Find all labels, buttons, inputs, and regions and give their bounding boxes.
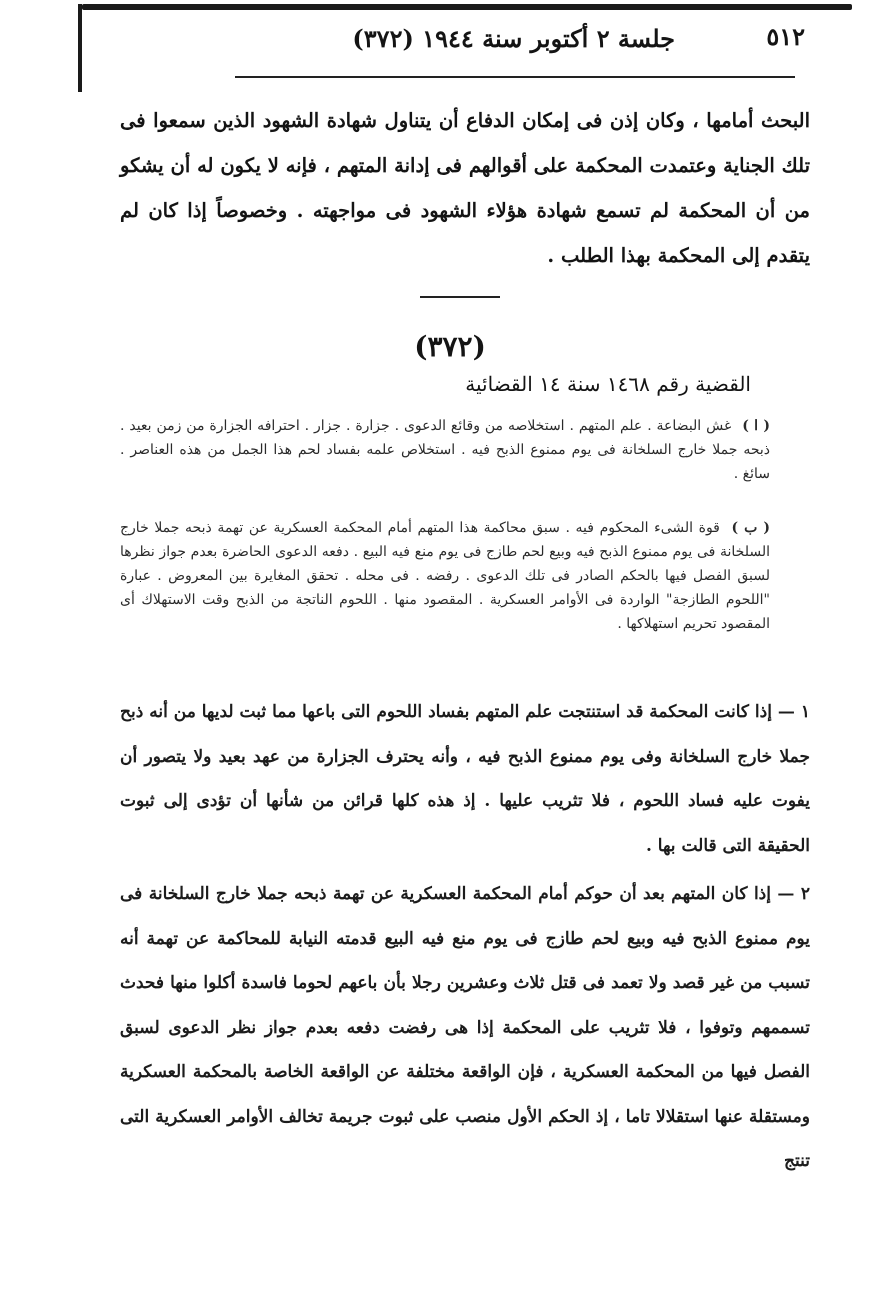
- summary-text: قوة الشىء المحكوم فيه . سبق محاكمة هذا المتهم أمام المحكمة العسكرية عن تهمة ذبحه جملا خارج السلخانة فى يوم ممنوع الذبح فيه وبيع لحم طازج فى يوم منع فيه البيع . دفعه الدعوى الحاضرة بعدم جواز نظرها لسبق الفصل فيها بالحكم الصادر فى تلك الدعوى . رفضه . فى محله . تحقق المغايرة بين المعروض . عبارة "اللحوم الطازجة" الواردة فى الأوامر العسكرية . المقصود منها . اللحوم الناتجة من الذبح وقت الاستهلاك أى المقصود تحريم استهلاكها .: [120, 520, 770, 632]
- section-divider: [420, 296, 500, 298]
- running-head: جلسة ٢ أكتوبر سنة ١٩٤٤ (٣٧٢): [352, 24, 675, 53]
- page-header: [285, 22, 805, 62]
- case-reference: القضية رقم ١٤٦٨ سنة ١٤ القضائية: [465, 372, 751, 396]
- summary-marker: ( ا ): [742, 418, 771, 434]
- case-number: (٣٧٢): [414, 330, 486, 363]
- page-edge-shadow-top: [82, 4, 852, 10]
- paragraph-number: ٢ —: [777, 884, 811, 904]
- summary-item-b: [120, 516, 770, 636]
- carryover-paragraph: البحث أمامها ، وكان إذن فى إمكان الدفاع أن يتناول شهادة الشهود الذين سمعوا فى تلك الجناية وعتمدت المحكمة على أقوالهم فى إدانة المتهم ، فإنه لا يكون له أن يشكو من أن المحكمة لم تسمع شهادة هؤلاء الشهود فى مواجهته . وخصوصاً إذا كان لم يتقدم إلى المحكمة بهذا الطلب .: [120, 109, 810, 267]
- principle-paragraph-1: [120, 690, 810, 868]
- summary-item-a: [120, 414, 770, 486]
- summary-marker: ( ب ): [731, 520, 770, 536]
- paragraph-text: إذا كانت المحكمة قد استنتجت علم المتهم بفساد اللحوم التى باعها مما ثبت لديها من أنه ذبح جملا خارج السلخانة وفى يوم ممنوع الذبح فيه ، وأنه يحترف الجزارة من عهد بعيد ولا يتصور أن يفوت عليه فساد اللحوم ، فلا تثريب عليها . إذ هذه كلها قرائن من شأنها أن تؤدى إلى ثبوت الحقيقة التى قالت بها .: [120, 702, 810, 856]
- principle-paragraph-2: [120, 872, 810, 1184]
- summary-text: غش البضاعة . علم المتهم . استخلاصه من وقائع الدعوى . جزارة . جزار . احترافه الجزارة من زمن بعيد . ذبحه جملا خارج السلخانة فى يوم ممنوع الذبح فيه . استخلاص علمه بفساد لحم هذا الجمل من هذه العناصر . سائغ .: [120, 418, 770, 482]
- page-edge-shadow-left: [78, 4, 82, 92]
- page-number: ٥١٢: [766, 22, 805, 51]
- paragraph-number: ١ —: [777, 702, 811, 722]
- header-rule: [235, 76, 795, 78]
- paragraph-text: إذا كان المتهم بعد أن حوكم أمام المحكمة العسكرية عن تهمة ذبحه جملا خارج السلخانة فى يوم ممنوع الذبح فيه وبيع لحم طازج فى يوم منع فيه البيع قدمته النيابة للمحاكمة عن تهمة أنه تسبب من غير قصد ولا تعمد فى قتل ثلاث وعشرين رجلا بأن باعهم لحوما فاسدة أكلوا منها فحدث تسممهم وتوفوا ، فلا تثريب على المحكمة إذا هى رفضت دفعه بعدم جواز نظر الدعوى لسبق الفصل فيها من المحكمة العسكرية ، فإن الواقعة مختلفة عن الواقعة الخاصة بالمحكمة العسكرية ومستقلة عنها استقلالا تاما ، إذ الحكم الأول منصب على ثبوت جريمة تخالف الأوامر العسكرية التى تنتج: [120, 884, 810, 1171]
